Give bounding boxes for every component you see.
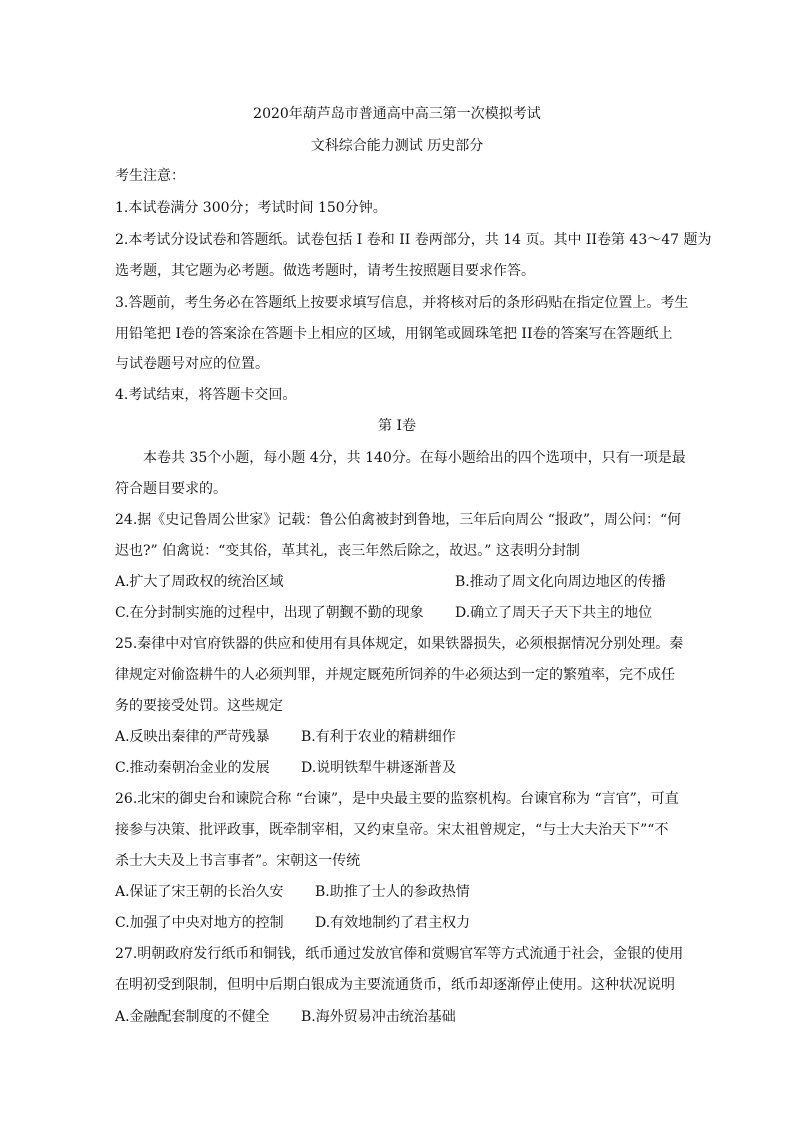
q27-stem-line-1: 27.明朝政府发行纸币和铜钱，纸币通过发放官俸和赏赐官军等方式流通于社会，金银的使用 xyxy=(115,946,684,962)
q25-option-d: D.说明铁犁牛耕逐渐普及 xyxy=(301,760,457,776)
q25-option-a: A.反映出秦律的严苛残暴 xyxy=(115,729,270,745)
q26-stem-line-1: 26.北宋的御史台和谏院合称 “台谏”，是中央最主要的监察机构。台谏官称为 “言官”，可直 xyxy=(115,791,679,807)
part-intro-line-2: 符合题目要求的。 xyxy=(115,481,227,497)
q24-stem-line-2: 迟也?” 伯禽说：“变其俗，革其礼，丧三年然后除之，故迟。” 这表明分封制 xyxy=(115,543,580,559)
exam-subtitle: 文科综合能力测试 历史部分 xyxy=(310,138,484,154)
notice-heading: 考生注意： xyxy=(115,168,185,184)
notice-item-3-line-1: 3.答题前，考生务必在答题纸上按要求填写信息，并将核对后的条形码贴在指定位置上。考生 xyxy=(115,295,689,311)
q27-stem-line-2: 在明初受到限制，但明中后期白银成为主要流通货币，纸币却逐渐停止使用。这种状况说明 xyxy=(115,977,675,993)
q24-stem-line-1: 24.据《史记鲁周公世家》记载：鲁公伯禽被封到鲁地，三年后向周公 “报政”，周公问：“何 xyxy=(115,512,682,528)
q25-option-c: C.推动秦朝冶金业的发展 xyxy=(115,760,270,776)
q25-option-b: B.有利于农业的精耕细作 xyxy=(301,729,456,745)
part-heading: 第 I卷 xyxy=(378,418,416,434)
part-intro-line-1: 本卷共 35个小题，每小题 4分，共 140分。在每小题给出的四个选项中，只有一项是最 xyxy=(143,450,686,466)
q26-option-a: A.保证了宋王朝的长治久安 xyxy=(115,884,284,900)
q24-option-a: A.扩大了周政权的统治区域 xyxy=(115,574,284,590)
notice-item-1: 1.本试卷满分 300分；考试时间 150分钟。 xyxy=(115,200,387,216)
notice-item-2-line-2: 选考题，其它题为必考题。做选考题时，请考生按照题目要求作答。 xyxy=(115,263,535,279)
notice-item-2-line-1: 2.本考试分设试卷和答题纸。试卷包括 I 卷和 II 卷两部分，共 14 页。其中 II卷第 43～47 题为 xyxy=(115,232,712,248)
q26-option-c: C.加强了中央对地方的控制 xyxy=(115,915,284,931)
notice-item-3-line-2: 用铅笔把 I卷的答案涂在答题卡上相应的区域，用钢笔或圆珠笔把 II卷的答案写在答题纸上 xyxy=(115,326,673,342)
exam-title: 2020年葫芦岛市普通高中高三第一次模拟考试 xyxy=(253,106,541,122)
q27-option-a: A.金融配套制度的不健全 xyxy=(115,1009,270,1025)
q25-stem-line-1: 25.秦律中对官府铁器的供应和使用有具体规定，如果铁器损失，必须根据情况分别处理。秦 xyxy=(115,636,684,652)
q24-option-d: D.确立了周天子天下共主的地位 xyxy=(455,605,653,621)
notice-item-3-line-3: 与试卷题号对应的位置。 xyxy=(115,356,269,372)
notice-item-4: 4.考试结束，将答题卡交回。 xyxy=(115,387,297,403)
q24-option-c: C.在分封制实施的过程中，出现了朝觐不勤的现象 xyxy=(115,605,424,621)
q26-stem-line-3: 杀士大夫及上书言事者”。宋朝这一传统 xyxy=(115,853,361,869)
q25-stem-line-2: 律规定对偷盗耕牛的人必须判罪，并规定厩苑所饲养的牛必须达到一定的繁殖率，完不成任 xyxy=(115,667,675,683)
q26-option-b: B.助推了士人的参政热情 xyxy=(315,884,470,900)
q26-stem-line-2: 接参与决策、批评政事，既牵制宰相，又约束皇帝。宋太祖曾规定，“与士大夫治天下”“不 xyxy=(115,822,669,838)
q25-stem-line-3: 务的要接受处罚。这些规定 xyxy=(115,698,283,714)
q26-option-d: D.有效地制约了君主权力 xyxy=(315,915,471,931)
q24-option-b: B.推动了周文化向周边地区的传播 xyxy=(455,574,666,590)
q27-option-b: B.海外贸易冲击统治基础 xyxy=(301,1009,456,1025)
